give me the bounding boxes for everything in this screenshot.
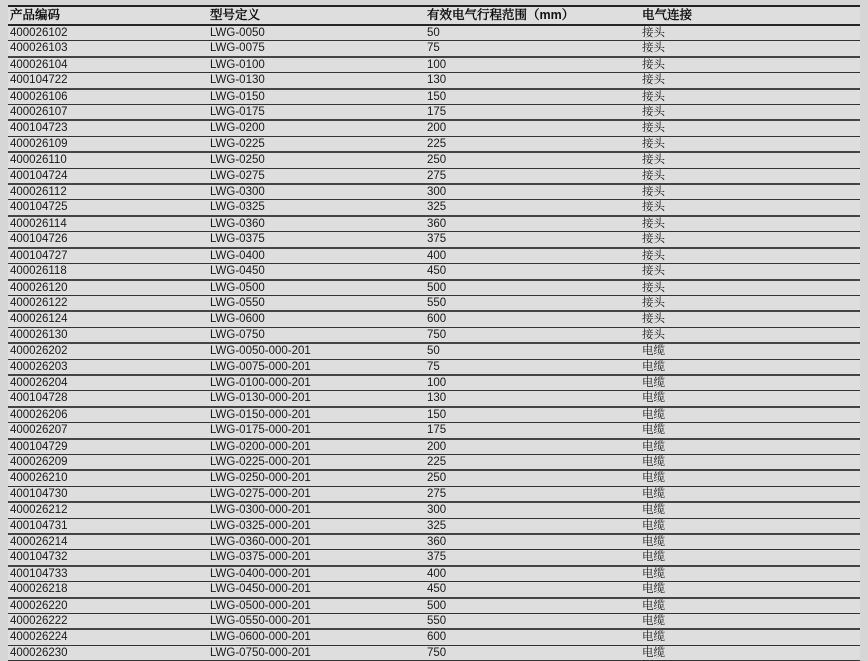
cell-travel-range: 375 <box>425 232 640 248</box>
cell-model: LWG-0400-000-201 <box>208 566 425 582</box>
table-row <box>8 566 860 582</box>
cell-model: LWG-0100 <box>208 57 425 73</box>
cell-product-code: 400026212 <box>8 502 208 518</box>
cell-model: LWG-0375 <box>208 232 425 248</box>
cell-connection: 接头 <box>640 120 860 136</box>
cell-model: LWG-0600-000-201 <box>208 629 425 645</box>
table-row <box>8 120 860 136</box>
cell-model: LWG-0130 <box>208 73 425 89</box>
cell-model: LWG-0250 <box>208 152 425 168</box>
cell-connection: 接头 <box>640 295 860 311</box>
cell-connection: 电缆 <box>640 629 860 645</box>
cell-model: LWG-0200 <box>208 120 425 136</box>
cell-model: LWG-0200-000-201 <box>208 439 425 455</box>
cell-model: LWG-0500-000-201 <box>208 598 425 614</box>
cell-product-code: 400026103 <box>8 41 208 57</box>
cell-connection: 接头 <box>640 232 860 248</box>
cell-travel-range: 550 <box>425 614 640 630</box>
cell-product-code: 400026120 <box>8 280 208 296</box>
cell-connection: 电缆 <box>640 470 860 486</box>
cell-product-code: 400104731 <box>8 518 208 534</box>
cell-travel-range: 250 <box>425 470 640 486</box>
cell-travel-range: 550 <box>425 295 640 311</box>
cell-model: LWG-0500 <box>208 280 425 296</box>
table-row <box>8 534 860 550</box>
cell-connection: 电缆 <box>640 454 860 470</box>
cell-product-code: 400026202 <box>8 343 208 359</box>
cell-travel-range: 150 <box>425 89 640 105</box>
cell-travel-range: 400 <box>425 248 640 264</box>
table-row <box>8 486 860 502</box>
cell-travel-range: 175 <box>425 423 640 439</box>
cell-connection: 电缆 <box>640 407 860 423</box>
table-body <box>8 25 860 661</box>
cell-product-code: 400026206 <box>8 407 208 423</box>
cell-product-code: 400026218 <box>8 582 208 598</box>
table-row <box>8 25 860 41</box>
cell-travel-range: 450 <box>425 582 640 598</box>
cell-product-code: 400104728 <box>8 391 208 407</box>
table-row <box>8 89 860 105</box>
cell-connection: 接头 <box>640 280 860 296</box>
cell-product-code: 400026220 <box>8 598 208 614</box>
cell-travel-range: 600 <box>425 311 640 327</box>
cell-model: LWG-0450-000-201 <box>208 582 425 598</box>
cell-travel-range: 325 <box>425 200 640 216</box>
table-row <box>8 550 860 566</box>
table-row <box>8 73 860 89</box>
table-row <box>8 57 860 73</box>
cell-model: LWG-0225-000-201 <box>208 454 425 470</box>
cell-travel-range: 600 <box>425 629 640 645</box>
table-header-row <box>8 6 860 25</box>
table-row <box>8 645 860 660</box>
cell-model: LWG-0360 <box>208 216 425 232</box>
table-row <box>8 343 860 359</box>
col-header-model: 型号定义 <box>208 6 425 25</box>
cell-product-code: 400026114 <box>8 216 208 232</box>
cell-travel-range: 300 <box>425 184 640 200</box>
col-header-travel-range: 有效电气行程范围（mm） <box>425 6 640 25</box>
cell-connection: 接头 <box>640 89 860 105</box>
cell-travel-range: 130 <box>425 73 640 89</box>
cell-model: LWG-0325-000-201 <box>208 518 425 534</box>
cell-connection: 电缆 <box>640 582 860 598</box>
cell-travel-range: 750 <box>425 327 640 343</box>
cell-product-code: 400104722 <box>8 73 208 89</box>
table-row <box>8 598 860 614</box>
cell-travel-range: 175 <box>425 105 640 121</box>
table-row <box>8 502 860 518</box>
cell-connection: 电缆 <box>640 566 860 582</box>
table-row <box>8 470 860 486</box>
table-row <box>8 152 860 168</box>
cell-model: LWG-0050-000-201 <box>208 343 425 359</box>
cell-travel-range: 500 <box>425 598 640 614</box>
cell-connection: 接头 <box>640 216 860 232</box>
cell-connection: 接头 <box>640 311 860 327</box>
cell-model: LWG-0175 <box>208 105 425 121</box>
table-row <box>8 375 860 391</box>
cell-connection: 接头 <box>640 41 860 57</box>
cell-model: LWG-0050 <box>208 25 425 41</box>
cell-product-code: 400026207 <box>8 423 208 439</box>
table-row <box>8 105 860 121</box>
col-header-product-code: 产品编码 <box>8 6 208 25</box>
cell-connection: 电缆 <box>640 391 860 407</box>
cell-model: LWG-0450 <box>208 264 425 280</box>
cell-model: LWG-0225 <box>208 136 425 152</box>
cell-connection: 接头 <box>640 184 860 200</box>
cell-connection: 电缆 <box>640 502 860 518</box>
cell-model: LWG-0325 <box>208 200 425 216</box>
cell-travel-range: 75 <box>425 41 640 57</box>
cell-model: LWG-0400 <box>208 248 425 264</box>
table-row <box>8 264 860 280</box>
cell-travel-range: 275 <box>425 168 640 184</box>
cell-product-code: 400026130 <box>8 327 208 343</box>
cell-model: LWG-0250-000-201 <box>208 470 425 486</box>
table-row <box>8 423 860 439</box>
cell-travel-range: 450 <box>425 264 640 280</box>
cell-connection: 电缆 <box>640 534 860 550</box>
table-row <box>8 439 860 455</box>
table-row <box>8 295 860 311</box>
cell-model: LWG-0275-000-201 <box>208 486 425 502</box>
cell-product-code: 400104725 <box>8 200 208 216</box>
cell-connection: 接头 <box>640 105 860 121</box>
cell-travel-range: 200 <box>425 439 640 455</box>
cell-product-code: 400104726 <box>8 232 208 248</box>
cell-product-code: 400026214 <box>8 534 208 550</box>
cell-model: LWG-0750 <box>208 327 425 343</box>
cell-connection: 接头 <box>640 264 860 280</box>
cell-connection: 电缆 <box>640 645 860 660</box>
cell-model: LWG-0550 <box>208 295 425 311</box>
cell-model: LWG-0275 <box>208 168 425 184</box>
cell-travel-range: 130 <box>425 391 640 407</box>
cell-travel-range: 750 <box>425 645 640 660</box>
cell-product-code: 400104730 <box>8 486 208 502</box>
cell-travel-range: 300 <box>425 502 640 518</box>
cell-product-code: 400026122 <box>8 295 208 311</box>
cell-connection: 电缆 <box>640 598 860 614</box>
cell-product-code: 400026230 <box>8 645 208 660</box>
cell-connection: 接头 <box>640 327 860 343</box>
cell-model: LWG-0100-000-201 <box>208 375 425 391</box>
cell-model: LWG-0360-000-201 <box>208 534 425 550</box>
cell-travel-range: 100 <box>425 57 640 73</box>
cell-connection: 电缆 <box>640 343 860 359</box>
cell-product-code: 400026106 <box>8 89 208 105</box>
table-row <box>8 232 860 248</box>
cell-connection: 电缆 <box>640 375 860 391</box>
cell-model: LWG-0175-000-201 <box>208 423 425 439</box>
table-row <box>8 41 860 57</box>
cell-connection: 电缆 <box>640 439 860 455</box>
cell-travel-range: 375 <box>425 550 640 566</box>
cell-travel-range: 325 <box>425 518 640 534</box>
cell-model: LWG-0550-000-201 <box>208 614 425 630</box>
cell-product-code: 400026102 <box>8 25 208 41</box>
table-row <box>8 168 860 184</box>
cell-travel-range: 225 <box>425 136 640 152</box>
cell-travel-range: 275 <box>425 486 640 502</box>
cell-travel-range: 360 <box>425 534 640 550</box>
cell-product-code: 400026104 <box>8 57 208 73</box>
table-row <box>8 407 860 423</box>
table-row <box>8 136 860 152</box>
cell-product-code: 400026112 <box>8 184 208 200</box>
cell-product-code: 400104727 <box>8 248 208 264</box>
cell-product-code: 400026109 <box>8 136 208 152</box>
cell-travel-range: 75 <box>425 359 640 375</box>
cell-travel-range: 150 <box>425 407 640 423</box>
cell-travel-range: 400 <box>425 566 640 582</box>
cell-connection: 电缆 <box>640 423 860 439</box>
cell-connection: 接头 <box>640 200 860 216</box>
product-spec-table <box>8 5 860 661</box>
cell-travel-range: 500 <box>425 280 640 296</box>
table-row <box>8 248 860 264</box>
cell-product-code: 400026209 <box>8 454 208 470</box>
cell-model: LWG-0600 <box>208 311 425 327</box>
table-row <box>8 518 860 534</box>
cell-model: LWG-0150-000-201 <box>208 407 425 423</box>
cell-product-code: 400026204 <box>8 375 208 391</box>
cell-product-code: 400104733 <box>8 566 208 582</box>
cell-travel-range: 225 <box>425 454 640 470</box>
cell-connection: 接头 <box>640 152 860 168</box>
table-row <box>8 454 860 470</box>
cell-product-code: 400104724 <box>8 168 208 184</box>
table-row <box>8 327 860 343</box>
cell-model: LWG-0075 <box>208 41 425 57</box>
cell-product-code: 400026124 <box>8 311 208 327</box>
cell-model: LWG-0150 <box>208 89 425 105</box>
table-row <box>8 391 860 407</box>
cell-product-code: 400104729 <box>8 439 208 455</box>
cell-product-code: 400026222 <box>8 614 208 630</box>
cell-connection: 接头 <box>640 57 860 73</box>
cell-connection: 接头 <box>640 136 860 152</box>
cell-travel-range: 50 <box>425 25 640 41</box>
cell-model: LWG-0075-000-201 <box>208 359 425 375</box>
cell-product-code: 400026118 <box>8 264 208 280</box>
table-row <box>8 582 860 598</box>
cell-travel-range: 50 <box>425 343 640 359</box>
table-row <box>8 359 860 375</box>
table-row <box>8 200 860 216</box>
cell-connection: 电缆 <box>640 614 860 630</box>
cell-connection: 接头 <box>640 248 860 264</box>
cell-model: LWG-0130-000-201 <box>208 391 425 407</box>
cell-model: LWG-0750-000-201 <box>208 645 425 660</box>
table-row <box>8 629 860 645</box>
cell-connection: 接头 <box>640 25 860 41</box>
cell-travel-range: 200 <box>425 120 640 136</box>
cell-connection: 电缆 <box>640 486 860 502</box>
cell-product-code: 400026107 <box>8 105 208 121</box>
cell-model: LWG-0300-000-201 <box>208 502 425 518</box>
table-row <box>8 216 860 232</box>
cell-connection: 接头 <box>640 168 860 184</box>
cell-travel-range: 360 <box>425 216 640 232</box>
cell-travel-range: 250 <box>425 152 640 168</box>
cell-model: LWG-0375-000-201 <box>208 550 425 566</box>
cell-model: LWG-0300 <box>208 184 425 200</box>
table-row <box>8 280 860 296</box>
cell-product-code: 400026210 <box>8 470 208 486</box>
table-row <box>8 311 860 327</box>
cell-product-code: 400026110 <box>8 152 208 168</box>
cell-connection: 接头 <box>640 73 860 89</box>
cell-product-code: 400026203 <box>8 359 208 375</box>
cell-connection: 电缆 <box>640 518 860 534</box>
cell-connection: 电缆 <box>640 550 860 566</box>
col-header-connection: 电气连接 <box>640 6 860 25</box>
cell-travel-range: 100 <box>425 375 640 391</box>
table-row <box>8 614 860 630</box>
table-row <box>8 184 860 200</box>
cell-product-code: 400104732 <box>8 550 208 566</box>
cell-product-code: 400104723 <box>8 120 208 136</box>
cell-product-code: 400026224 <box>8 629 208 645</box>
cell-connection: 电缆 <box>640 359 860 375</box>
